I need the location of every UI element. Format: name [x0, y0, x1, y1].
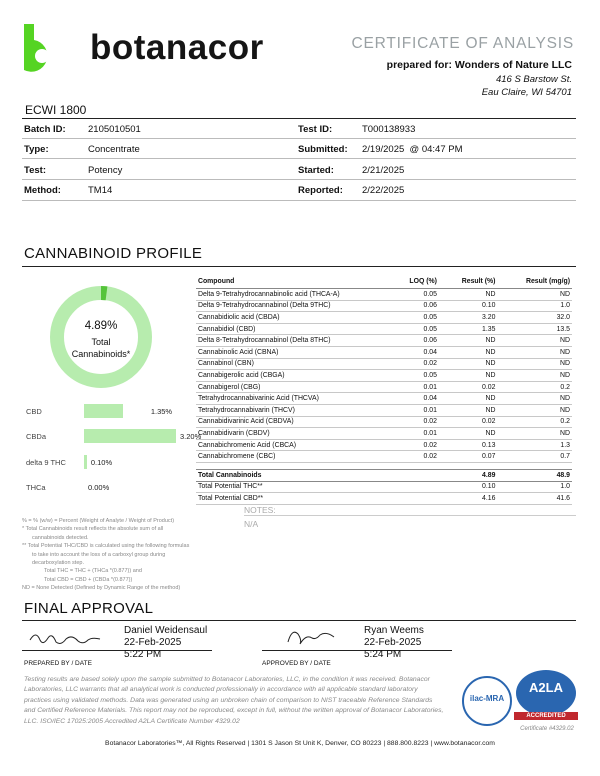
table-cell: ND — [439, 346, 498, 358]
table-cell: ND — [497, 358, 572, 370]
table-cell: 0.02 — [390, 358, 439, 370]
divider — [244, 515, 576, 516]
client-city: Eau Claire, WI 54701 — [481, 87, 572, 98]
table-cell: Cannabichromene (CBC) — [196, 451, 390, 463]
footnote-line: * Total Cannabinoids result reflects the absolute sum of all — [22, 526, 164, 533]
profile-title: CANNABINOID PROFILE — [24, 245, 203, 262]
divider — [22, 200, 576, 201]
ilac-mra-badge-icon — [462, 676, 512, 726]
table-cell: 0.02 — [439, 416, 498, 428]
bar-value: 0.10% — [90, 458, 113, 467]
table-cell: ND — [497, 404, 572, 416]
bar-label: THCa — [26, 483, 46, 492]
legal-disclaimer: Testing results are based solely upon the sample submitted to Botanacor Laboratories, LLC, in the condition it was received. Botanacor Laboratories, LLC warrants that all analytical work is conducted professionally in accordance with all applicable standard laboratory practices using validated methods. Data was generated using an unbroken chain of comparison to NIST traceable Reference Standards and Certified Reference Materials. This report may not be reproduced, except in full, without the written approval of Botanacor Laboratories, LLC. ISO/IEC 17025:2005 Accredited A2LA Certificate Number 4329.02 — [24, 676, 444, 725]
table-cell: 1.35 — [439, 323, 498, 335]
sig2-date: 22-Feb-2025 — [364, 637, 422, 648]
page-footer: Botanacor Laboratories™, All Rights Reserved | 1301 S Jason St Unit K, Denver, CO 80223 | 888.800.8223 | www.botanacor.com — [105, 740, 495, 747]
table-row — [196, 323, 572, 335]
table-row — [196, 358, 572, 370]
column-header: Compound — [196, 276, 390, 289]
table-cell: 1.0 — [497, 481, 572, 493]
bar-value: 3.20% — [180, 432, 202, 441]
divider — [22, 620, 576, 621]
test-label: Test: — [24, 165, 46, 176]
test-value: Potency — [88, 165, 123, 176]
table-cell: 0.06 — [390, 300, 439, 312]
table-cell: Tetrahydrocannabivarinic Acid (THCVA) — [196, 393, 390, 405]
table-row — [196, 439, 572, 451]
table-cell: ND — [497, 289, 572, 301]
botanacor-logo-icon — [20, 24, 68, 72]
batch-value: 2105010501 — [88, 124, 141, 135]
table-cell: ND — [439, 428, 498, 440]
donut-line2: Cannabinoids* — [71, 349, 131, 359]
table-cell: Cannabigerolic acid (CBGA) — [196, 370, 390, 382]
bar-label: CBD — [26, 407, 42, 416]
table-cell: ND — [497, 370, 572, 382]
table-cell: 4.16 — [439, 493, 498, 505]
document-title: CERTIFICATE OF ANALYSIS — [351, 35, 574, 52]
table-cell: Cannabigerol (CBG) — [196, 381, 390, 393]
brand-name: botanacor — [90, 28, 264, 67]
started-label: Started: — [298, 165, 334, 176]
table-cell: 32.0 — [497, 312, 572, 324]
table-cell: 48.9 — [497, 469, 572, 481]
table-cell: 0.02 — [439, 381, 498, 393]
table-cell — [390, 469, 439, 481]
approval-title: FINAL APPROVAL — [24, 600, 154, 617]
table-cell: Cannabinolic Acid (CBNA) — [196, 346, 390, 358]
table-cell: Cannabidivarinic Acid (CBDVA) — [196, 416, 390, 428]
method-label: Method: — [24, 185, 61, 196]
divider — [22, 158, 576, 159]
table-cell: 13.5 — [497, 323, 572, 335]
table-cell: 0.10 — [439, 481, 498, 493]
table-cell: ND — [439, 370, 498, 382]
footnote-line: decarboxylation step. — [32, 560, 84, 567]
table-cell: 0.10 — [439, 300, 498, 312]
bar-label: delta 9 THC — [26, 458, 66, 467]
bar — [84, 404, 123, 418]
donut-line1: Total — [91, 337, 111, 347]
signature-line — [262, 650, 452, 651]
table-cell: Cannabidivarin (CBDV) — [196, 428, 390, 440]
bar-value: 0.00% — [88, 483, 110, 492]
table-row — [196, 404, 572, 416]
sig1-date: 22-Feb-2025 — [124, 637, 182, 648]
column-header: LOQ (%) — [390, 276, 439, 289]
sig2-name: Ryan Weems — [364, 625, 424, 636]
a2la-badge-icon — [516, 670, 576, 716]
table-cell: 41.6 — [497, 493, 572, 505]
table-cell: 0.06 — [390, 335, 439, 347]
table-cell: ND — [497, 346, 572, 358]
table-cell: 0.01 — [390, 428, 439, 440]
footnote-line: Total CBD = CBD + (CBDa *(0.877)) — [44, 576, 133, 583]
table-cell: Total Potential CBD** — [196, 493, 390, 505]
table-row — [196, 346, 572, 358]
table-cell: Cannabidiolic acid (CBDA) — [196, 312, 390, 324]
table-cell: Total Cannabinoids — [196, 469, 390, 481]
signature-1-icon — [28, 628, 108, 648]
table-cell: 1.0 — [497, 300, 572, 312]
testid-value: T000138933 — [362, 124, 416, 135]
table-cell: ND — [439, 358, 498, 370]
accredited-banner: ACCREDITED — [514, 712, 578, 720]
submitted-label: Submitted: — [298, 144, 348, 155]
footnote-line: ** Total Potential THC/CBD is calculated using the following formulas — [22, 543, 190, 550]
table-row — [196, 381, 572, 393]
table-cell: 0.13 — [439, 439, 498, 451]
signature-line — [22, 650, 212, 651]
testid-label: Test ID: — [298, 124, 333, 135]
sig2-caption: APPROVED BY / DATE — [262, 660, 331, 667]
divider — [22, 138, 576, 139]
table-cell: ND — [497, 393, 572, 405]
table-cell: ND — [439, 289, 498, 301]
table-cell: 0.2 — [497, 381, 572, 393]
footnote-line: % = % (w/w) = Percent (Weight of Analyte / Weight of Product) — [22, 518, 175, 524]
table-cell: 4.89 — [439, 469, 498, 481]
table-row — [196, 416, 572, 428]
table-cell: 0.02 — [390, 439, 439, 451]
table-cell: Delta 9-Tetrahydrocannabinolic acid (THCA-A) — [196, 289, 390, 301]
reported-label: Reported: — [298, 185, 343, 196]
table-cell: 0.01 — [390, 404, 439, 416]
table-row — [196, 481, 572, 493]
table-cell — [390, 481, 439, 493]
bar — [84, 455, 87, 469]
bar-label: CBDa — [26, 432, 47, 441]
divider — [22, 266, 576, 267]
started-value: 2/21/2025 — [362, 165, 405, 176]
reported-value: 2/22/2025 — [362, 185, 405, 196]
submitted-value: 2/19/2025 @ 04:47 PM — [362, 144, 463, 155]
spacer-row — [196, 462, 572, 469]
total-row — [196, 469, 572, 481]
type-value: Concentrate — [88, 144, 140, 155]
sig1-caption: PREPARED BY / DATE — [24, 660, 92, 667]
table-cell: 0.02 — [390, 451, 439, 463]
sig1-name: Daniel Weidensaul — [124, 625, 208, 636]
method-value: TM14 — [88, 185, 113, 196]
table-cell: ND — [497, 428, 572, 440]
table-cell: 0.05 — [390, 289, 439, 301]
ilac-text: ilac-MRA — [469, 694, 505, 703]
table-row — [196, 300, 572, 312]
footnotes — [22, 517, 212, 593]
table-row — [196, 335, 572, 347]
table-cell: 0.04 — [390, 393, 439, 405]
table-cell: 1.3 — [497, 439, 572, 451]
table-cell: ND — [439, 393, 498, 405]
table-cell: Tetrahydrocannabivarin (THCV) — [196, 404, 390, 416]
table-cell: 0.05 — [390, 312, 439, 324]
table-header-row — [196, 276, 572, 289]
prepared-for: prepared for: Wonders of Nature LLC — [386, 59, 572, 71]
divider — [22, 118, 576, 119]
table-row — [196, 370, 572, 382]
footnote-line: ND = None Detected (Defined by Dynamic Range of the method) — [22, 585, 181, 592]
table-row — [196, 289, 572, 301]
sig2-time: 5:24 PM — [364, 649, 402, 660]
table-cell: 0.05 — [390, 323, 439, 335]
a2la-text: A2LA — [529, 680, 563, 695]
table-row — [196, 393, 572, 405]
signature-2-icon — [284, 626, 344, 648]
column-header: Result (%) — [439, 276, 498, 289]
table-row — [196, 428, 572, 440]
footnote-line: to take into account the loss of a carboxyl group during — [32, 551, 166, 558]
footnote-line: Total THC = THC + (THCa *(0.877)) and — [44, 568, 142, 575]
type-label: Type: — [24, 144, 49, 155]
notes-value: N/A — [244, 519, 259, 529]
table-cell: 0.02 — [390, 416, 439, 428]
batch-label: Batch ID: — [24, 124, 66, 135]
table-cell: 0.05 — [390, 370, 439, 382]
table-row — [196, 312, 572, 324]
donut-value: 4.89% — [84, 320, 118, 332]
table-cell: 0.04 — [390, 346, 439, 358]
table-row — [196, 451, 572, 463]
notes-label: NOTES: — [244, 505, 276, 515]
table-cell: 0.01 — [390, 381, 439, 393]
table-cell: Cannabidiol (CBD) — [196, 323, 390, 335]
table-cell: ND — [439, 335, 498, 347]
table-row — [196, 493, 572, 505]
certificate-number: Certificate #4329.02 — [520, 726, 574, 732]
table-cell: 0.7 — [497, 451, 572, 463]
sample-name: ECWI 1800 — [25, 103, 87, 117]
table-cell: ND — [439, 404, 498, 416]
client-street: 416 S Barstow St. — [495, 74, 572, 85]
table-cell: Total Potential THC** — [196, 481, 390, 493]
table-cell: Cannabinol (CBN) — [196, 358, 390, 370]
table-cell: 0.2 — [497, 416, 572, 428]
table-cell — [390, 493, 439, 505]
sig1-time: 5:22 PM — [124, 649, 162, 660]
table-cell: Delta 9-Tetrahydrocannabinol (Delta 9THC) — [196, 300, 390, 312]
footnote-line: cannabinoids detected. — [32, 534, 89, 541]
bar — [84, 429, 176, 443]
table-cell: Cannabichromenic Acid (CBCA) — [196, 439, 390, 451]
total-cannabinoids-donut — [36, 280, 166, 390]
bar-value: 1.35% — [150, 407, 173, 416]
table-cell: 3.20 — [439, 312, 498, 324]
column-header: Result (mg/g) — [497, 276, 572, 289]
table-cell: Delta 8-Tetrahydrocannabinol (Delta 8THC) — [196, 335, 390, 347]
table-cell: 0.07 — [439, 451, 498, 463]
potency-table — [196, 276, 572, 505]
table-cell: ND — [497, 335, 572, 347]
divider — [22, 179, 576, 180]
